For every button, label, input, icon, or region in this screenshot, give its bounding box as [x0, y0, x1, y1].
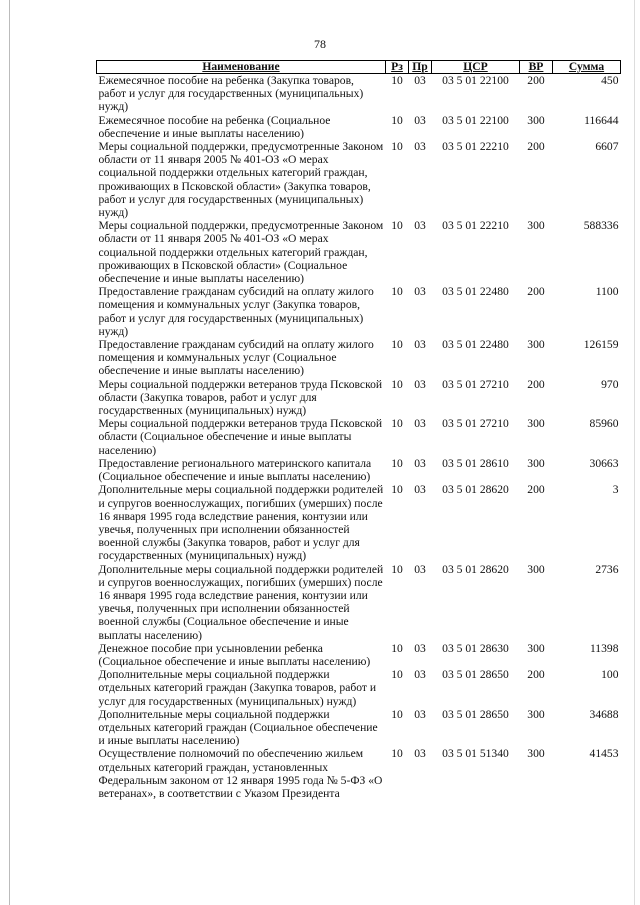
row-vr: 300 — [527, 707, 545, 721]
row-rz: 10 — [391, 285, 403, 299]
row-rz: 10 — [391, 747, 403, 761]
table-row — [97, 642, 621, 668]
row-rz: 10 — [391, 562, 403, 576]
row-name: Меры социальной поддержки, предусмотренные Законом области от 11 января 2005 № 401-ОЗ «О мерах социальной поддержки отдельных категорий граждан, проживающих в Псковской области» (Закупка товаров, работ и услуг для государственных (муниципальных) нужд) — [98, 140, 384, 220]
row-rz: 10 — [391, 483, 403, 497]
row-vr: 200 — [527, 74, 545, 87]
row-vr: 200 — [527, 140, 545, 154]
row-csr: 03 5 01 28620 — [442, 562, 509, 576]
row-vr: 200 — [527, 377, 545, 391]
row-csr: 03 5 01 28650 — [442, 707, 509, 721]
table-row — [97, 563, 621, 642]
row-sum: 1100 — [595, 285, 619, 299]
row-csr: 03 5 01 22210 — [442, 219, 509, 233]
row-sum: 2736 — [595, 562, 619, 576]
header-vr: ВР — [520, 61, 553, 74]
page-number: 78 — [314, 37, 326, 51]
row-rz: 10 — [391, 417, 403, 431]
row-name: Ежемесячное пособие на ребенка (Социальное обеспечение и иные выплаты населению) — [98, 113, 331, 140]
row-vr: 300 — [527, 456, 545, 470]
row-sum: 970 — [601, 377, 619, 391]
row-name: Денежное пособие при усыновлении ребенка (Социальное обеспечение и иные выплаты населению) — [98, 641, 371, 668]
row-name: Дополнительные меры социальной поддержки родителей и супругов военнослужащих, погибших (умерших) после 16 января 1995 года вследствие ранения, контузии или увечья, полученных при исполнении обязанностей военной службы (Социальное обеспечение и иные выплаты населению) — [98, 562, 384, 642]
row-sum: 11398 — [589, 641, 619, 655]
row-csr: 03 5 01 51340 — [442, 747, 509, 761]
row-csr: 03 5 01 22100 — [442, 113, 509, 127]
row-vr: 300 — [527, 219, 545, 233]
table-body — [97, 74, 621, 801]
row-rz: 10 — [391, 140, 403, 154]
row-rz: 10 — [391, 668, 403, 682]
table-row — [97, 708, 621, 748]
row-pr: 03 — [414, 74, 426, 87]
row-csr: 03 5 01 28650 — [442, 668, 509, 682]
row-pr: 03 — [414, 417, 426, 431]
row-csr: 03 5 01 27210 — [442, 417, 509, 431]
row-rz: 10 — [391, 219, 403, 233]
scan-right-edge — [634, 0, 635, 905]
row-csr: 03 5 01 22480 — [442, 285, 509, 299]
row-rz: 10 — [391, 74, 403, 87]
table-row — [97, 114, 621, 140]
row-vr: 300 — [527, 747, 545, 761]
row-pr: 03 — [414, 113, 426, 127]
row-csr: 03 5 01 22100 — [442, 74, 509, 87]
row-sum: 6607 — [595, 140, 619, 154]
table-row — [97, 338, 621, 378]
row-name: Ежемесячное пособие на ребенка (Закупка товаров, работ и услуг для государственных (муниципальных) нужд) — [98, 74, 364, 114]
row-name: Меры социальной поддержки, предусмотренные Законом области от 11 января 2005 № 401-ОЗ «О мерах социальной поддержки отдельных категорий граждан, проживающих в Псковской области» (Социальное обеспечение и иные выплаты населению) — [98, 219, 384, 286]
row-sum: 100 — [601, 668, 619, 682]
row-csr: 03 5 01 22210 — [442, 140, 509, 154]
row-rz: 10 — [391, 113, 403, 127]
row-rz: 10 — [391, 377, 403, 391]
row-vr: 300 — [527, 417, 545, 431]
row-sum: 3 — [612, 483, 619, 497]
row-vr: 300 — [527, 641, 545, 655]
scan-left-edge — [9, 0, 10, 905]
table-header-row — [97, 61, 621, 74]
row-pr: 03 — [414, 641, 426, 655]
row-sum: 34688 — [589, 707, 619, 721]
row-rz: 10 — [391, 456, 403, 470]
budget-table — [96, 60, 621, 800]
row-sum: 588336 — [583, 219, 619, 233]
row-pr: 03 — [414, 338, 426, 352]
table-row — [97, 378, 621, 418]
row-sum: 126159 — [583, 338, 619, 352]
table-row — [97, 417, 621, 457]
table-row — [97, 668, 621, 708]
row-vr: 200 — [527, 285, 545, 299]
table-row — [97, 483, 621, 562]
table-row — [97, 457, 621, 483]
header-rz: Рз — [386, 61, 409, 74]
row-pr: 03 — [414, 456, 426, 470]
row-rz: 10 — [391, 338, 403, 352]
row-name: Осуществление полномочий по обеспечению жильем отдельных категорий граждан, установленных Федеральным законом от 12 января 1995 года № 5-ФЗ «О ветеранах», в соответствии с Указом Президента — [98, 747, 383, 800]
row-name: Меры социальной поддержки ветеранов труда Псковской области (Социальное обеспечение и иные выплаты населению) — [98, 417, 383, 457]
table-row — [97, 219, 621, 285]
row-vr: 300 — [527, 562, 545, 576]
table-row — [97, 74, 621, 114]
row-name: Предоставление гражданам субсидий на оплату жилого помещения и коммунальных услуг (Социальное обеспечение и иные выплаты населению) — [98, 338, 374, 378]
row-csr: 03 5 01 28620 — [442, 483, 509, 497]
row-rz: 10 — [391, 707, 403, 721]
row-pr: 03 — [414, 219, 426, 233]
row-name: Меры социальной поддержки ветеранов труда Псковской области (Закупка товаров, работ и услуг для государственных (муниципальных) нужд) — [98, 377, 383, 418]
row-pr: 03 — [414, 483, 426, 497]
header-pr: Пр — [409, 61, 432, 74]
row-csr: 03 5 01 28630 — [442, 641, 509, 655]
row-name: Предоставление гражданам субсидий на оплату жилого помещения и коммунальных услуг (Закупка товаров, работ и услуг для государственных (муниципальных) нужд) — [98, 285, 374, 338]
row-vr: 300 — [527, 338, 545, 352]
row-pr: 03 — [414, 562, 426, 576]
header-sum: Сумма — [553, 61, 621, 74]
row-sum: 85960 — [589, 417, 619, 431]
row-name: Дополнительные меры социальной поддержки отдельных категорий граждан (Закупка товаров, работ и услуг для государственных (муниципальных) нужд) — [98, 668, 377, 708]
row-rz: 10 — [391, 641, 403, 655]
row-pr: 03 — [414, 707, 426, 721]
row-pr: 03 — [414, 747, 426, 761]
row-csr: 03 5 01 28610 — [442, 456, 509, 470]
header-csr: ЦСР — [432, 61, 520, 74]
row-vr: 200 — [527, 483, 545, 497]
row-pr: 03 — [414, 377, 426, 391]
row-csr: 03 5 01 27210 — [442, 377, 509, 391]
header-name: Наименование — [97, 61, 386, 74]
row-name: Предоставление регионального материнского капитала (Социальное обеспечение и иные выплаты населению) — [98, 456, 372, 484]
row-vr: 300 — [527, 113, 545, 127]
row-sum: 30663 — [589, 456, 619, 470]
row-name: Дополнительные меры социальной поддержки отдельных категорий граждан (Социальное обеспечение и иные выплаты населению) — [98, 707, 378, 748]
table-row — [97, 285, 621, 338]
row-pr: 03 — [414, 285, 426, 299]
row-sum: 116644 — [584, 113, 619, 127]
row-name: Дополнительные меры социальной поддержки родителей и супругов военнослужащих, погибших (умерших) после 16 января 1995 года вследствие ранения, контузии или увечья, полученных при исполнении обязанностей военной службы (Закупка товаров, работ и услуг для государственных (муниципальных) нужд) — [98, 483, 384, 563]
row-sum: 41453 — [589, 747, 619, 761]
row-vr: 200 — [527, 668, 545, 682]
row-csr: 03 5 01 22480 — [442, 338, 509, 352]
row-pr: 03 — [414, 140, 426, 154]
row-pr: 03 — [414, 668, 426, 682]
table-row — [97, 747, 621, 800]
table-row — [97, 140, 621, 219]
row-sum: 450 — [601, 74, 619, 87]
